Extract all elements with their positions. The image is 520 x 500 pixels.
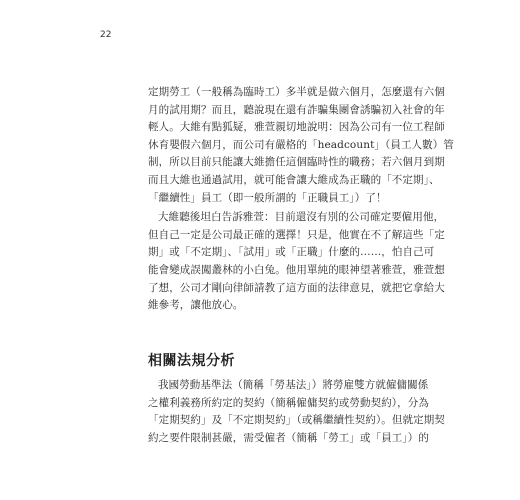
paragraph-2	[148, 209, 445, 315]
section-title: 相關法規分析	[148, 353, 235, 369]
text-line: 月的試用期？而且，聽說現在還有詐騙集團會誘騙初入社會的年	[148, 103, 445, 116]
text-line: 期」或「不定期」、「試用」或「正職」什麼的……，怕自己可	[148, 246, 435, 259]
text-line: 輕人。大維有點狐疑，雅萱親切地說明：因為公司有一位工程師	[148, 121, 445, 134]
text-line: 了想，公司才剛向律師請教了這方面的法律意見，就把它拿給大	[148, 281, 445, 294]
text-line: 能會變成誤闖叢林的小白兔。他用單純的眼神望著雅萱，雅萱想	[148, 263, 445, 276]
text-line: 而且大維也通過試用，就可能會讓大維成為正職的「不定期」、	[148, 173, 440, 186]
section-paragraph-1	[148, 377, 445, 447]
text-line: 大維聽後坦白告訴雅萱：目前還沒有別的公司確定要僱用他，	[158, 211, 445, 224]
text-line: 休育嬰假六個月，而公司有嚴格的「headcount」（員工人數）管	[148, 138, 454, 151]
text-line: 「定期契約」及「不定期契約」（或稱繼續性契約）。但就定期契	[148, 414, 445, 427]
text-line: 之權利義務所約定的契約（簡稱僱傭契約或勞動契約），分為	[148, 396, 429, 409]
text-line: 約之要件限制甚嚴，需受僱者（簡稱「勞工」或「員工」）的	[148, 431, 429, 444]
section-body-text	[148, 377, 445, 447]
page-number: 22	[100, 30, 112, 40]
text-line: 我國勞動基準法（簡稱「勞基法」）將勞雇雙方就僱傭關係	[158, 379, 429, 391]
body-text	[148, 84, 454, 315]
text-line: 但自己一定是公司最正確的選擇！只是，他實在不了解這些「定	[148, 228, 445, 241]
text-line: 「繼續性」員工（即一般所謂的「正職員工」）了！	[148, 191, 387, 204]
text-line: 定期勞工（一般稱為臨時工）多半就是做六個月，怎麼還有六個	[148, 86, 445, 98]
text-line: 制，所以目前只能讓大維擔任這個臨時性的職務；若六個月到期	[148, 156, 445, 169]
text-line: 維參考，讓他放心。	[148, 299, 244, 312]
paragraph-1	[148, 84, 454, 207]
